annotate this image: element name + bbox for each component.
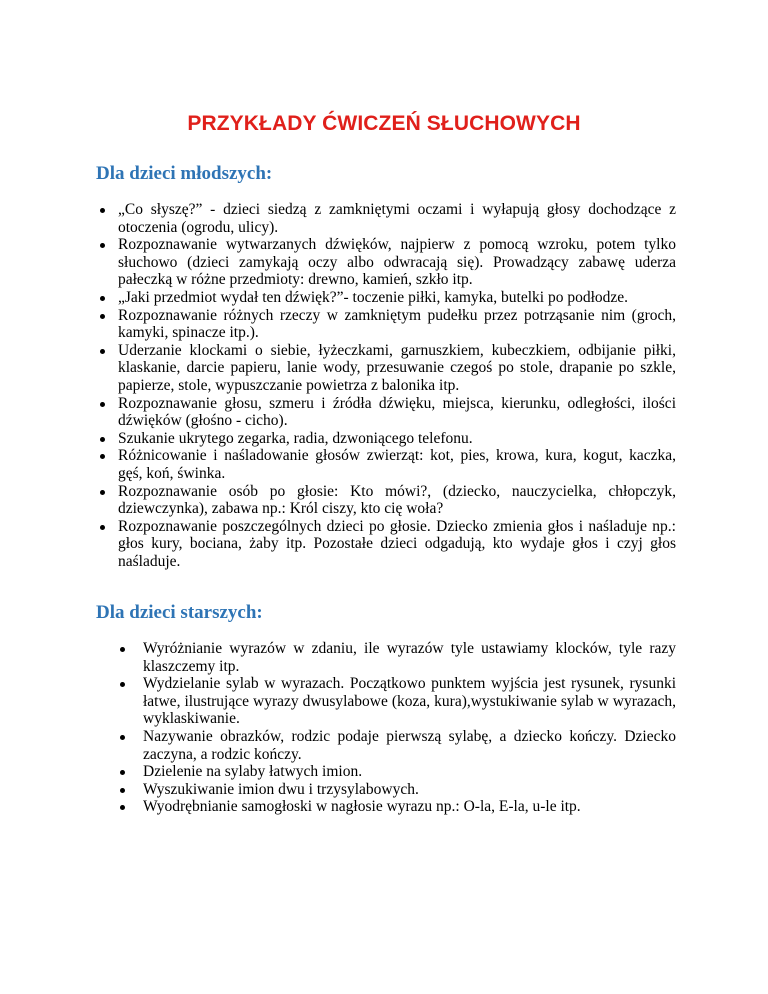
bullet-icon — [100, 208, 105, 213]
bullet-icon — [100, 437, 105, 442]
bullet-icon — [100, 490, 105, 495]
list-item — [96, 675, 676, 728]
list-item-text: Rozpoznawanie głosu, szmeru i źródła dźwięku, miejsca, kierunku, odległości, ilości dźwięków (głośno - cicho). — [118, 394, 676, 430]
list-item-text: Wyszukiwanie imion dwu i trzysylabowych. — [143, 780, 419, 798]
bullet-icon — [120, 805, 125, 810]
list-item — [96, 289, 676, 307]
list-item-text: „Jaki przedmiot wydał ten dźwięk?”- toczenie piłki, kamyka, butelki po podłodze. — [118, 288, 629, 306]
bullet-icon — [120, 788, 125, 793]
younger-children-exercise-list — [96, 201, 676, 570]
list-item-text: „Co słyszę?” - dzieci siedzą z zamkniętymi oczami i wyłapują głosy dochodzące z otoczenia (ogrodu, ulicy). — [118, 201, 676, 236]
list-item — [96, 342, 676, 395]
bullet-icon — [100, 243, 105, 248]
bullet-icon — [120, 647, 125, 652]
bullet-icon — [120, 770, 125, 775]
section-heading-younger-children: Dla dzieci młodszych: — [96, 163, 273, 184]
list-item-text: Różnicowanie i naśladowanie głosów zwierząt: kot, pies, krowa, kura, kogut, kaczka, gęś, koń, świnka. — [118, 447, 676, 482]
page-title: PRZYKŁADY ĆWICZEŃ SŁUCHOWYCH — [187, 112, 581, 135]
older-children-exercise-list — [96, 640, 676, 816]
list-item — [96, 430, 676, 448]
list-item — [96, 728, 676, 763]
list-item — [96, 201, 676, 236]
list-item — [96, 798, 676, 816]
bullet-icon — [120, 682, 125, 687]
list-item — [96, 395, 676, 430]
bullet-icon — [100, 525, 105, 530]
list-item — [96, 236, 676, 289]
bullet-icon — [100, 349, 105, 354]
list-item — [96, 483, 676, 518]
bullet-icon — [120, 735, 125, 740]
list-item — [96, 781, 676, 799]
list-item-text: Uderzanie klockami o siebie, łyżeczkami, garnuszkiem, kubeczkiem, odbijanie piłki, klaskanie, darcie papieru, lanie wody, przesuwanie czegoś po stole, drapanie po szkle, papierze, stole, wypuszczanie powietrza z balonika itp. — [118, 341, 676, 394]
list-item-text: Rozpoznawanie osób po głosie: Kto mówi?, (dziecko, nauczycielka, chłopczyk, dziewczynka), zabawa np.: Król ciszy, kto cię woła? — [118, 482, 676, 518]
list-item-text: Szukanie ukrytego zegarka, radia, dzwoniącego telefonu. — [118, 429, 473, 447]
list-item-text: Rozpoznawanie różnych rzeczy w zamkniętym pudełku przez potrząsanie nim (groch, kamyki, spinacze itp.). — [118, 306, 676, 342]
bullet-icon — [100, 314, 105, 319]
list-item — [96, 307, 676, 342]
list-item-text: Rozpoznawanie poszczególnych dzieci po głosie. Dziecko zmienia głos i naśladuje np.: głos kury, bociana, żaby itp. Pozostałe dzieci odgadują, kto wydaje głos i czyj głos naśladuje. — [118, 517, 676, 570]
list-item-text: Wyróżnianie wyrazów w zdaniu, ile wyrazów tyle ustawiamy klocków, tyle razy klaszczemy itp. — [143, 640, 676, 675]
list-item — [96, 640, 676, 675]
list-item-text: Nazywanie obrazków, rodzic podaje pierwszą sylabę, a dziecko kończy. Dziecko zaczyna, a rodzic kończy. — [143, 727, 676, 763]
list-item-text: Wyodrębnianie samogłoski w nagłosie wyrazu np.: O-la, E-la, u-le itp. — [143, 798, 581, 816]
list-item — [96, 518, 676, 571]
list-item-text: Wydzielanie sylab w wyrazach. Początkowo punktem wyjścia jest rysunek, rysunki łatwe, ilustrujące wyrazy dwusylabowe (koza, kura),wystukiwanie sylab w wyrazach, wyklaskiwanie. — [143, 675, 676, 728]
list-item-text: Rozpoznawanie wytwarzanych dźwięków, najpierw z pomocą wzroku, potem tylko słuchowo (dzieci zamykają oczy albo odwracają się). Prowadzący zabawę uderza pałeczką w różne przedmioty: drewno, kamień, szkło itp. — [118, 236, 676, 289]
bullet-icon — [100, 402, 105, 407]
list-item — [96, 763, 676, 781]
section-heading-older-children: Dla dzieci starszych: — [96, 602, 263, 623]
bullet-icon — [100, 296, 105, 301]
list-item — [96, 447, 676, 482]
bullet-icon — [100, 454, 105, 459]
list-item-text: Dzielenie na sylaby łatwych imion. — [143, 763, 363, 781]
